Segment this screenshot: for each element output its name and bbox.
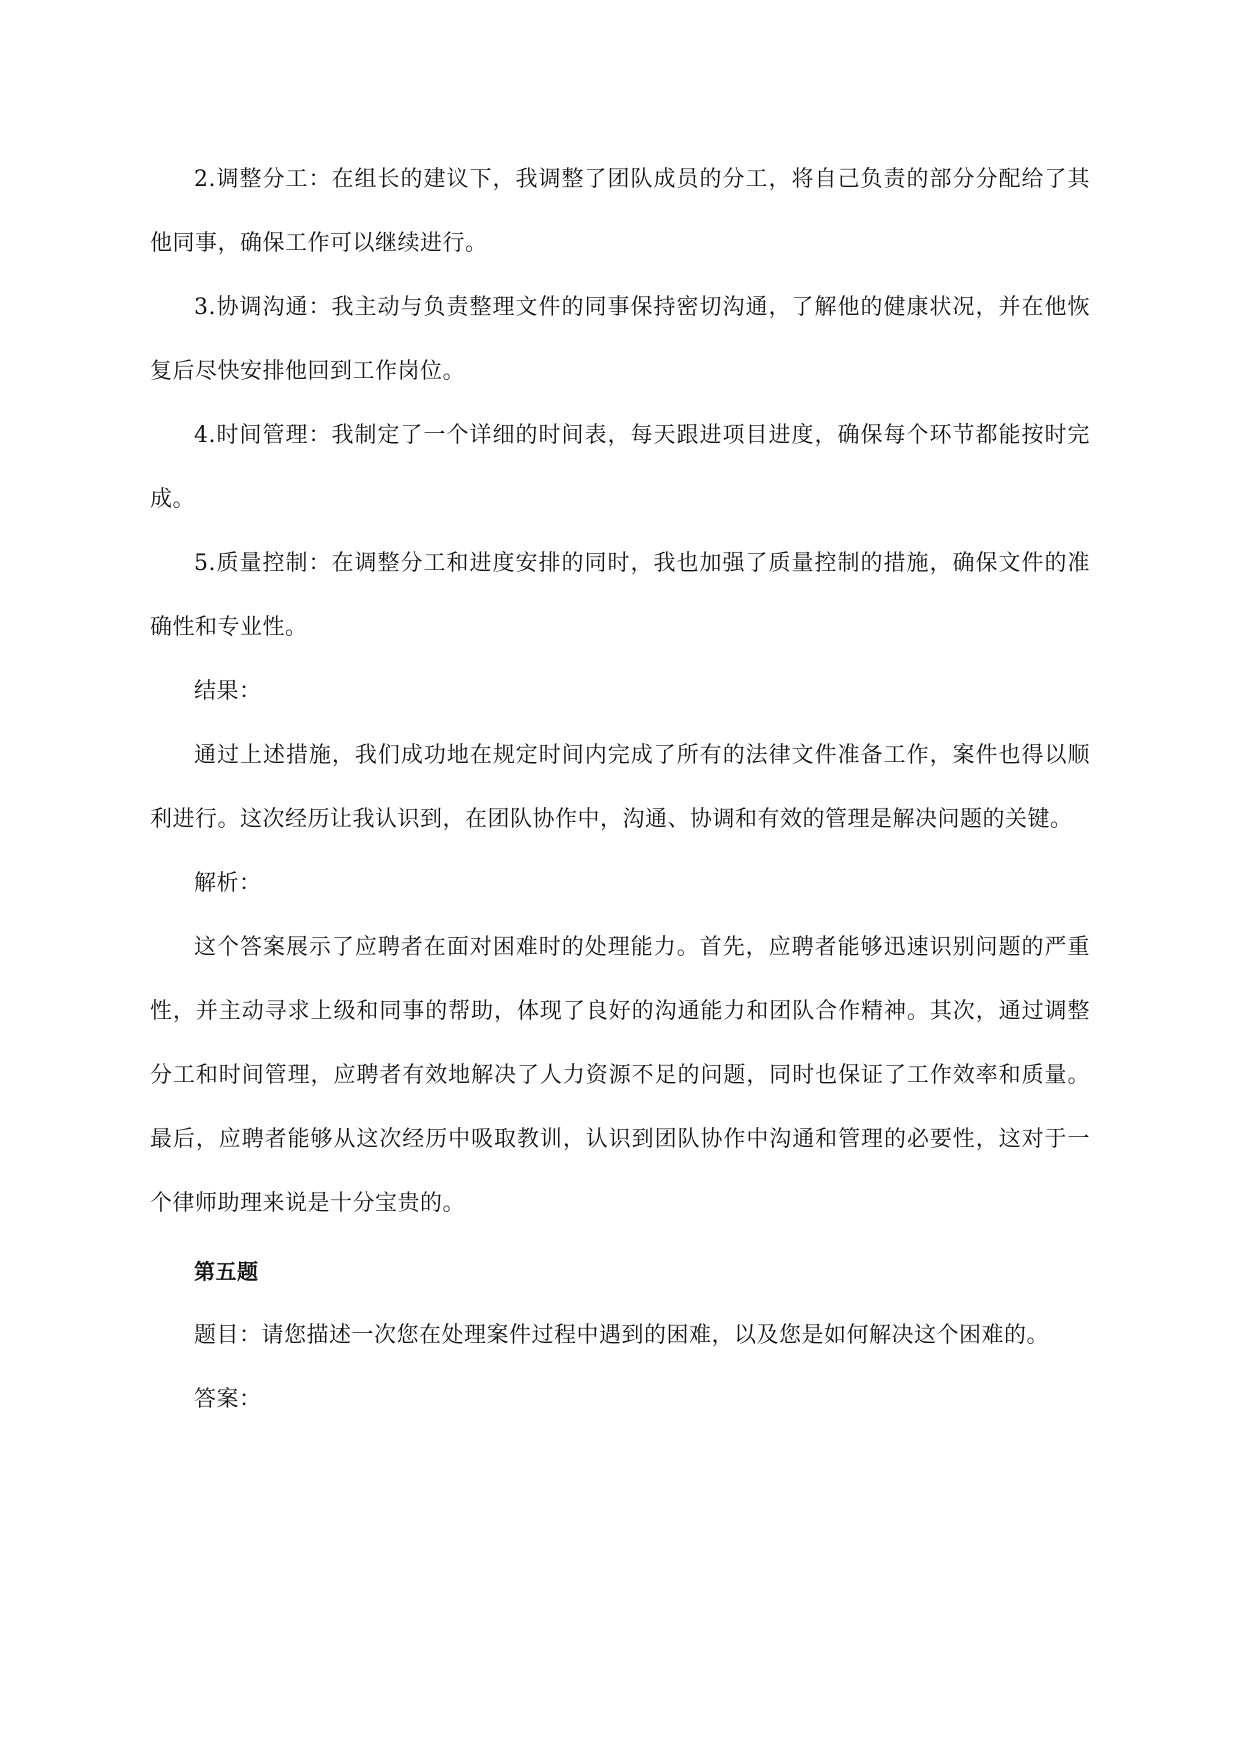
label-result: 结果： <box>194 679 262 704</box>
paragraph-question: 题目：请您描述一次您在处理案件过程中遇到的困难，以及您是如何解决这个困难的。 <box>194 1323 1050 1348</box>
label-analysis: 解析： <box>194 871 262 896</box>
paragraph-adjust-division: 2.调整分工：在组长的建议下，我调整了团队成员的分工，将自己负责的部分分配给了其他同事，确保工作可以继续进行。 <box>150 167 1090 256</box>
document-body <box>150 148 1090 1432</box>
label-answer: 答案： <box>194 1387 262 1412</box>
paragraph-analysis: 这个答案展示了应聘者在面对困难时的处理能力。首先，应聘者能够迅速识别问题的严重性，并主动寻求上级和同事的帮助，体现了良好的沟通能力和团队合作精神。其次，通过调整分工和时间管理，应聘者有效地解决了人力资源不足的问题，同时也保证了工作效率和质量。最后，应聘者能够从这次经历中吸取教训，认识到团队协作中沟通和管理的必要性，这对于一个律师助理来说是十分宝贵的。 <box>150 935 1090 1216</box>
paragraph-result: 通过上述措施，我们成功地在规定时间内完成了所有的法律文件准备工作，案件也得以顺利进行。这次经历让我认识到，在团队协作中，沟通、协调和有效的管理是解决问题的关键。 <box>150 743 1090 832</box>
paragraph-coordinate-communication: 3.协调沟通：我主动与负责整理文件的同事保持密切沟通，了解他的健康状况，并在他恢复后尽快安排他回到工作岗位。 <box>150 295 1090 384</box>
paragraph-time-management: 4.时间管理：我制定了一个详细的时间表，每天跟进项目进度，确保每个环节都能按时完成。 <box>150 423 1090 512</box>
paragraph-quality-control: 5.质量控制：在调整分工和进度安排的同时，我也加强了质量控制的措施，确保文件的准确性和专业性。 <box>150 551 1090 640</box>
question-heading: 第五题 <box>194 1260 259 1284</box>
